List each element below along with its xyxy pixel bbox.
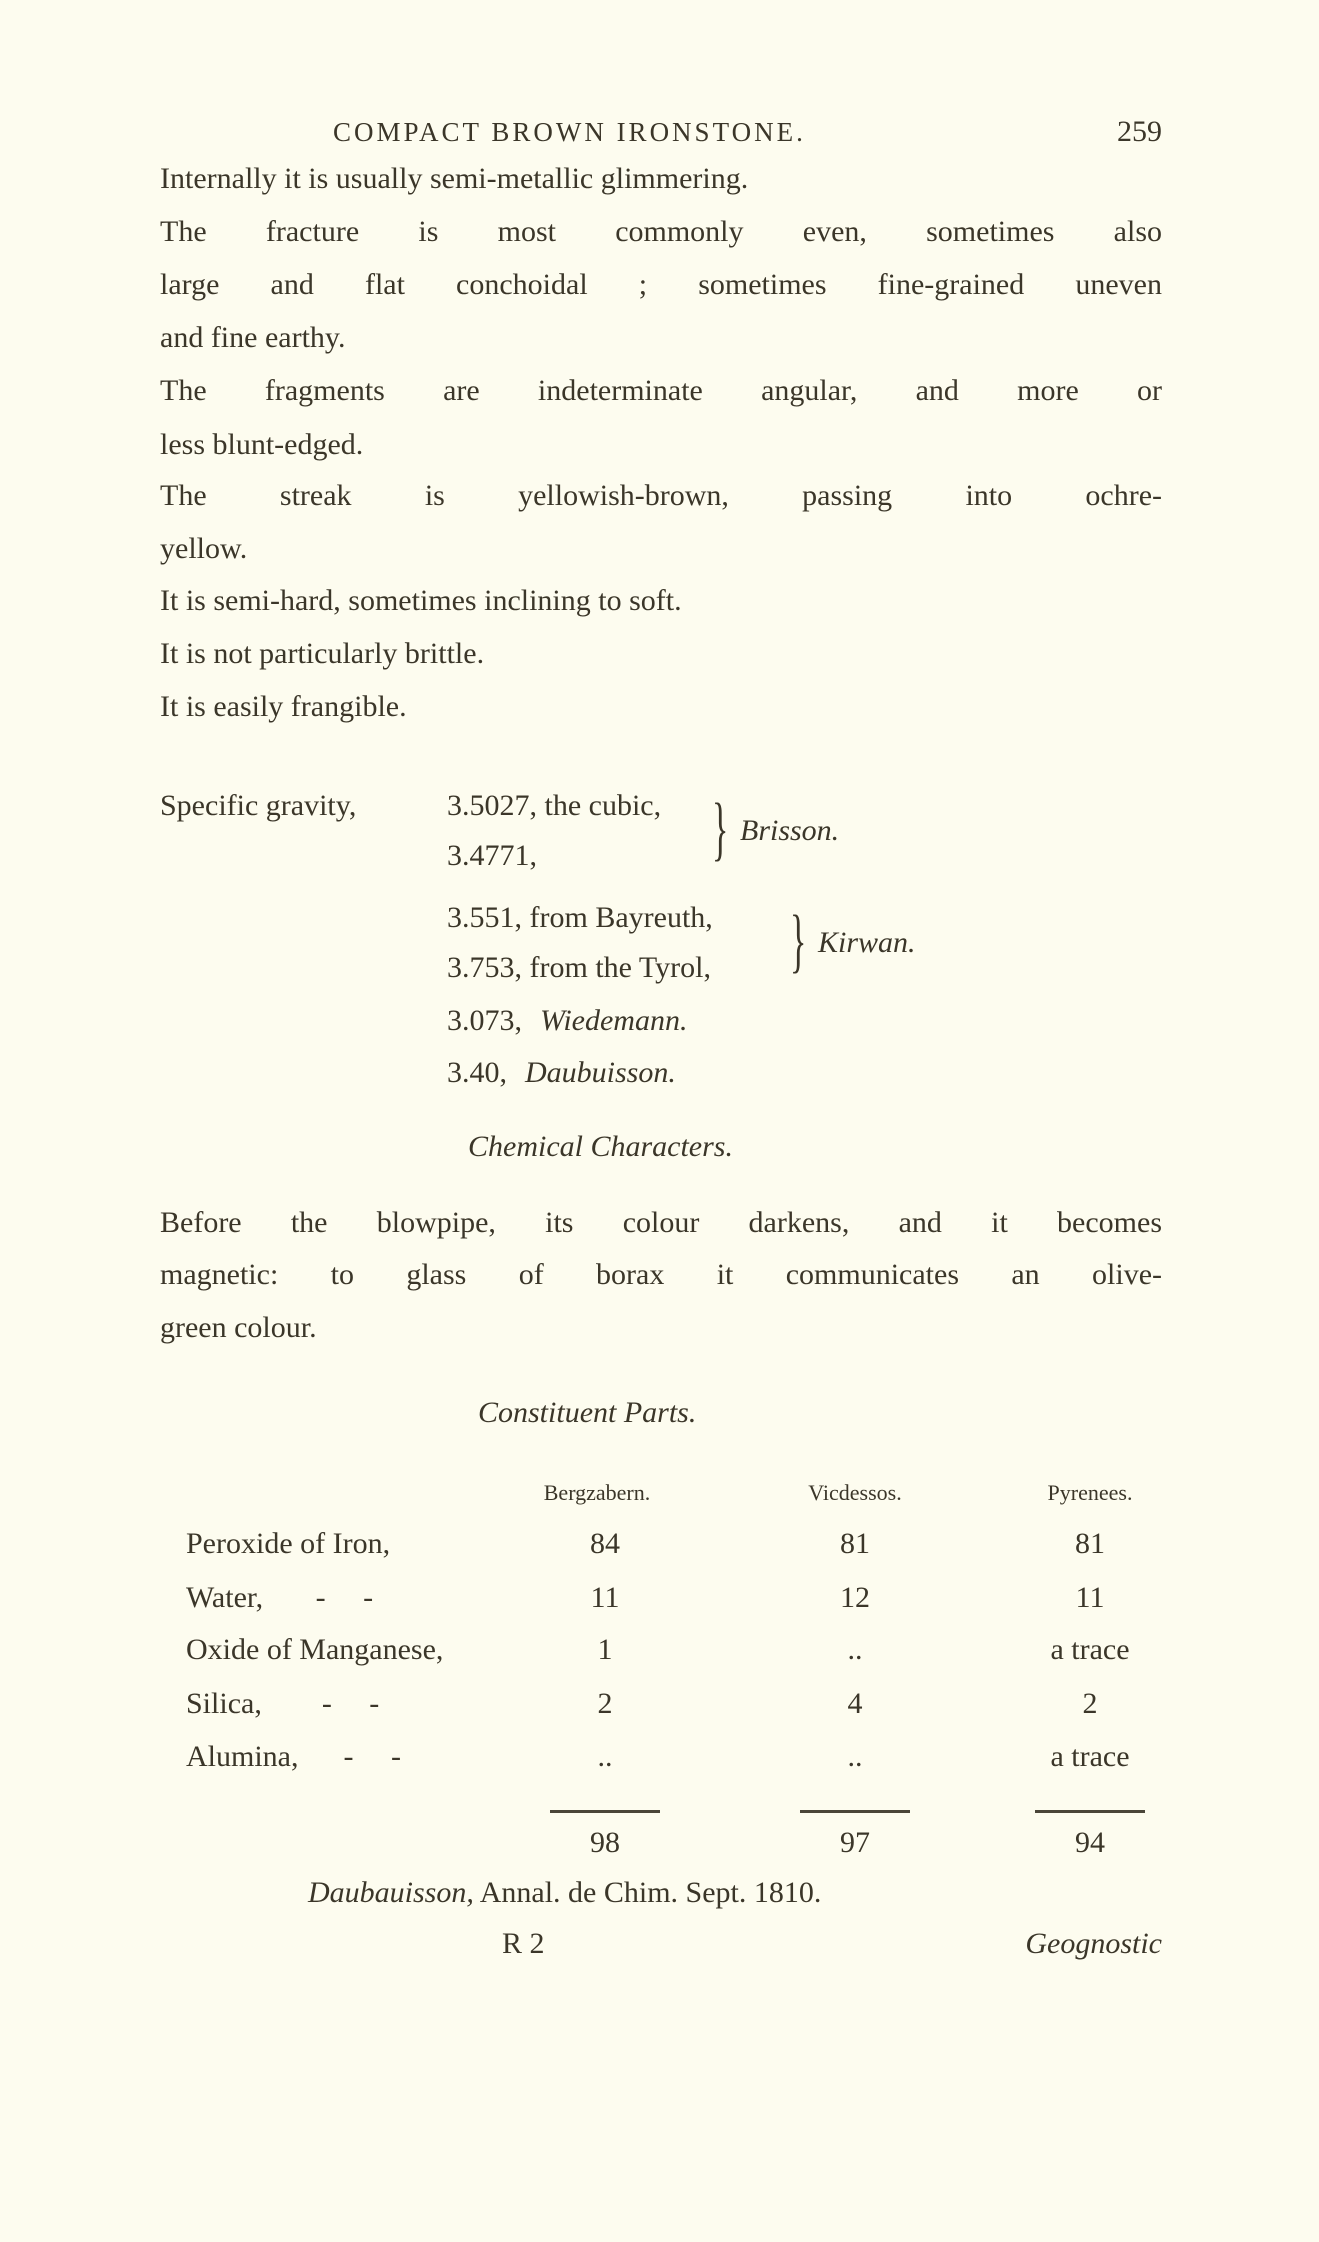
total-value: 98 — [590, 1826, 620, 1859]
row-value: 81 — [1075, 1527, 1105, 1560]
sum-rule — [800, 1810, 910, 1813]
column-header: Vicdessos. — [808, 1480, 902, 1505]
section-heading-chemical: Chemical Characters. — [468, 1130, 733, 1163]
specific-gravity-label: Specific gravity, — [160, 789, 357, 822]
body-line: magnetic: to glass of borax it communicates an olive- — [160, 1258, 1162, 1291]
column-header: Bergzabern. — [543, 1480, 651, 1505]
total-value: 94 — [1075, 1826, 1105, 1859]
row-value: 2 — [597, 1687, 613, 1720]
catchword: Geognostic — [1025, 1927, 1162, 1960]
brace-icon: } — [790, 903, 807, 981]
row-value: 4 — [847, 1687, 863, 1720]
row-value: a trace — [1050, 1633, 1130, 1666]
sg-entry: 3.4771, — [447, 839, 537, 872]
body-line: less blunt-edged. — [160, 428, 364, 461]
body-line: large and flat conchoidal ; sometimes fine-grained uneven — [160, 268, 1162, 301]
body-line: and fine earthy. — [160, 321, 346, 354]
reference — [308, 1873, 821, 1913]
sg-entry: 3.753, from the Tyrol, — [447, 951, 711, 984]
body-line: The streak is yellowish-brown, passing into ochre- — [160, 479, 1162, 512]
body-line: It is not particularly brittle. — [160, 637, 485, 670]
total-value: 97 — [840, 1826, 870, 1859]
row-value: 11 — [590, 1581, 620, 1614]
body-line: The fracture is most commonly even, sometimes also — [160, 215, 1162, 248]
sg-wiedemann: Wiedemann. — [540, 1004, 688, 1037]
body-line: Before the blowpipe, its colour darkens, and it becomes — [160, 1206, 1162, 1239]
page-number: 259 — [1117, 115, 1162, 148]
row-value: 81 — [840, 1527, 870, 1560]
sum-rule — [1035, 1810, 1145, 1813]
sg-daubuisson: Daubuisson. — [525, 1056, 676, 1089]
section-heading-constituents: Constituent Parts. — [478, 1396, 697, 1429]
column-header: Pyrenees. — [1047, 1480, 1133, 1505]
row-value: a trace — [1050, 1740, 1130, 1773]
body-line: green colour. — [160, 1311, 317, 1344]
sg-entry: 3.551, from Bayreuth, — [447, 901, 713, 934]
body-line: Internally it is usually semi-metallic glimmering. — [160, 162, 749, 195]
row-label: Silica, - - — [186, 1687, 380, 1720]
body-line: yellow. — [160, 532, 248, 565]
row-value: 11 — [1075, 1581, 1105, 1614]
body-line: The fragments are indeterminate angular, and more or — [160, 374, 1162, 407]
row-value: .. — [597, 1740, 613, 1773]
row-value: .. — [847, 1633, 863, 1666]
row-label: Peroxide of Iron, — [186, 1527, 391, 1560]
row-value: 1 — [597, 1633, 613, 1666]
body-line: It is easily frangible. — [160, 690, 407, 723]
row-label: Water, - - — [186, 1581, 374, 1614]
reference-source: Annal. de Chim. Sept. 1810. — [479, 1876, 822, 1909]
sg-source-brisson: Brisson. — [740, 814, 840, 847]
sg-entry: 3.5027, the cubic, — [447, 789, 662, 822]
row-label: Oxide of Manganese, — [186, 1633, 444, 1666]
row-value: 2 — [1082, 1687, 1098, 1720]
row-value: .. — [847, 1740, 863, 1773]
sum-rule — [550, 1810, 660, 1813]
signature-mark: R 2 — [502, 1927, 545, 1960]
running-title: COMPACT BROWN IRONSTONE. — [333, 117, 806, 147]
sg-wiedemann-value: 3.073, — [447, 1004, 522, 1037]
row-label: Alumina, - - — [186, 1740, 401, 1773]
brace-icon: } — [712, 791, 729, 869]
sg-source-kirwan: Kirwan. — [818, 926, 916, 959]
body-line: It is semi-hard, sometimes inclining to soft. — [160, 584, 682, 617]
row-value: 84 — [590, 1527, 620, 1560]
row-value: 12 — [840, 1581, 870, 1614]
reference-author: Daubauisson, — [308, 1876, 474, 1909]
sg-daubuisson-value: 3.40, — [447, 1056, 507, 1089]
